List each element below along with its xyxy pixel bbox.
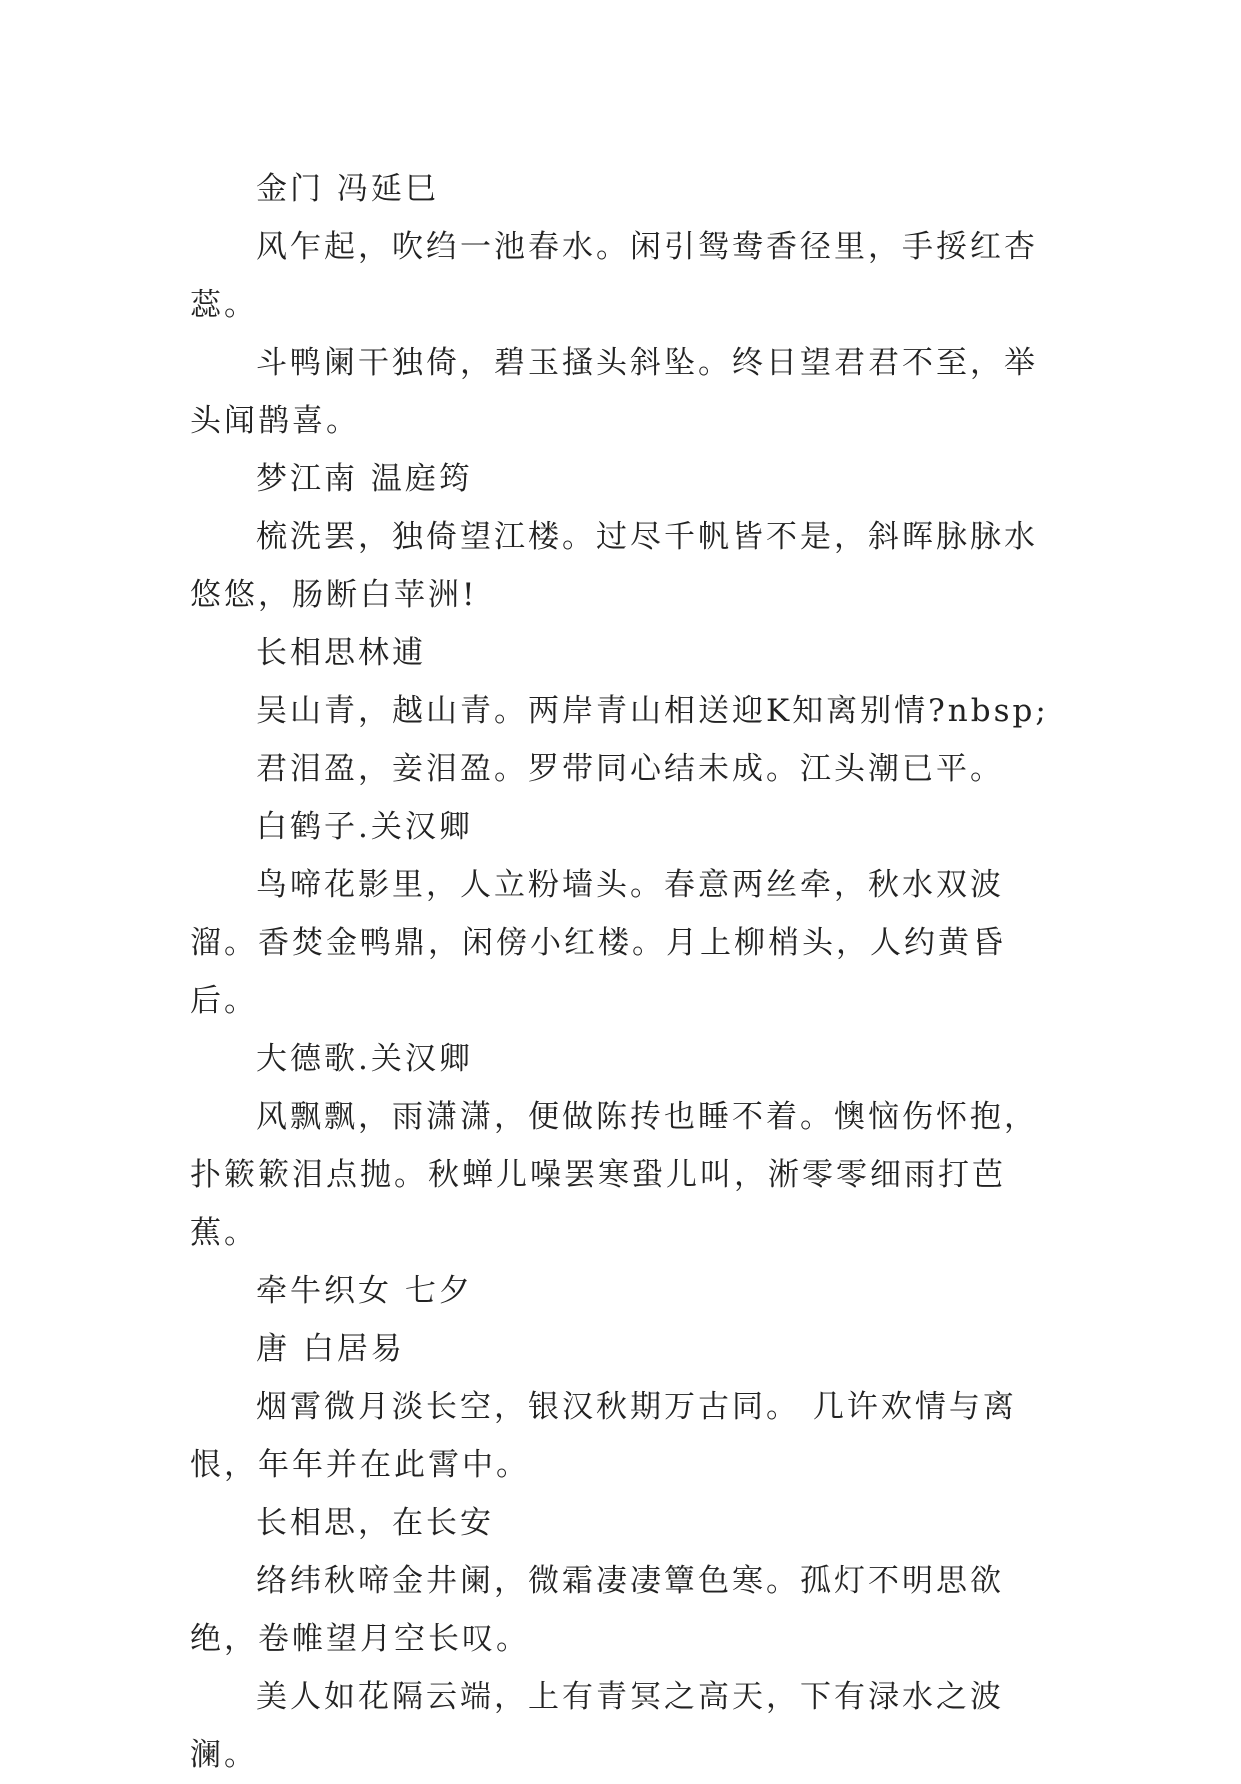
poem-title: 金门 冯延巳 bbox=[256, 171, 439, 207]
document-body bbox=[190, 160, 1070, 1784]
poem-title: 梦江南 温庭筠 bbox=[256, 461, 473, 497]
poem-line: 烟霄微月淡长空，银汉秋期万古同。 几许欢情与离恨，年年并在此霄中。 bbox=[190, 1389, 1017, 1483]
poem-title: 长相思林逋 bbox=[256, 635, 426, 671]
poem-line: 鸟啼花影里，人立粉墙头。春意两丝牵，秋水双波溜。香焚金鸭鼎，闲傍小红楼。月上柳梢头，人约黄昏后。 bbox=[190, 867, 1006, 1019]
poem-line: 风乍起，吹绉一池春水。闲引鸳鸯香径里，手挼红杏蕊。 bbox=[190, 229, 1038, 323]
poem-line: 君泪盈，妾泪盈。罗带同心结未成。江头潮已平。 bbox=[256, 751, 1004, 787]
poem-line: 吴山青，越山青。两岸青山相送迎K知离别情?nbsp; bbox=[256, 693, 1049, 729]
poem-title: 牵牛织女 七夕 bbox=[256, 1273, 473, 1309]
poem-line: 梳洗罢，独倚望江楼。过尽千帆皆不是，斜晖脉脉水悠悠，肠断白苹洲! bbox=[190, 519, 1038, 613]
poem-line: 美人如花隔云端，上有青冥之高天，下有渌水之波澜。 bbox=[190, 1679, 1004, 1773]
poem-title: 大德歌.关汉卿 bbox=[256, 1041, 473, 1077]
poem-author: 唐 白居易 bbox=[256, 1331, 405, 1367]
poem-line: 斗鸭阑干独倚，碧玉搔头斜坠。终日望君君不至，举头闻鹊喜。 bbox=[190, 345, 1038, 439]
poem-title: 长相思，在长安 bbox=[256, 1505, 494, 1541]
poem-line: 络纬秋啼金井阑，微霜凄凄簟色寒。孤灯不明思欲绝，卷帷望月空长叹。 bbox=[190, 1563, 1004, 1657]
poem-title: 白鹤子.关汉卿 bbox=[256, 809, 473, 845]
poem-line: 风飘飘，雨潇潇，便做陈抟也睡不着。懊恼伤怀抱，扑簌簌泪点抛。秋蝉儿噪罢寒蛩儿叫，淅零零细雨打芭蕉。 bbox=[190, 1099, 1038, 1251]
